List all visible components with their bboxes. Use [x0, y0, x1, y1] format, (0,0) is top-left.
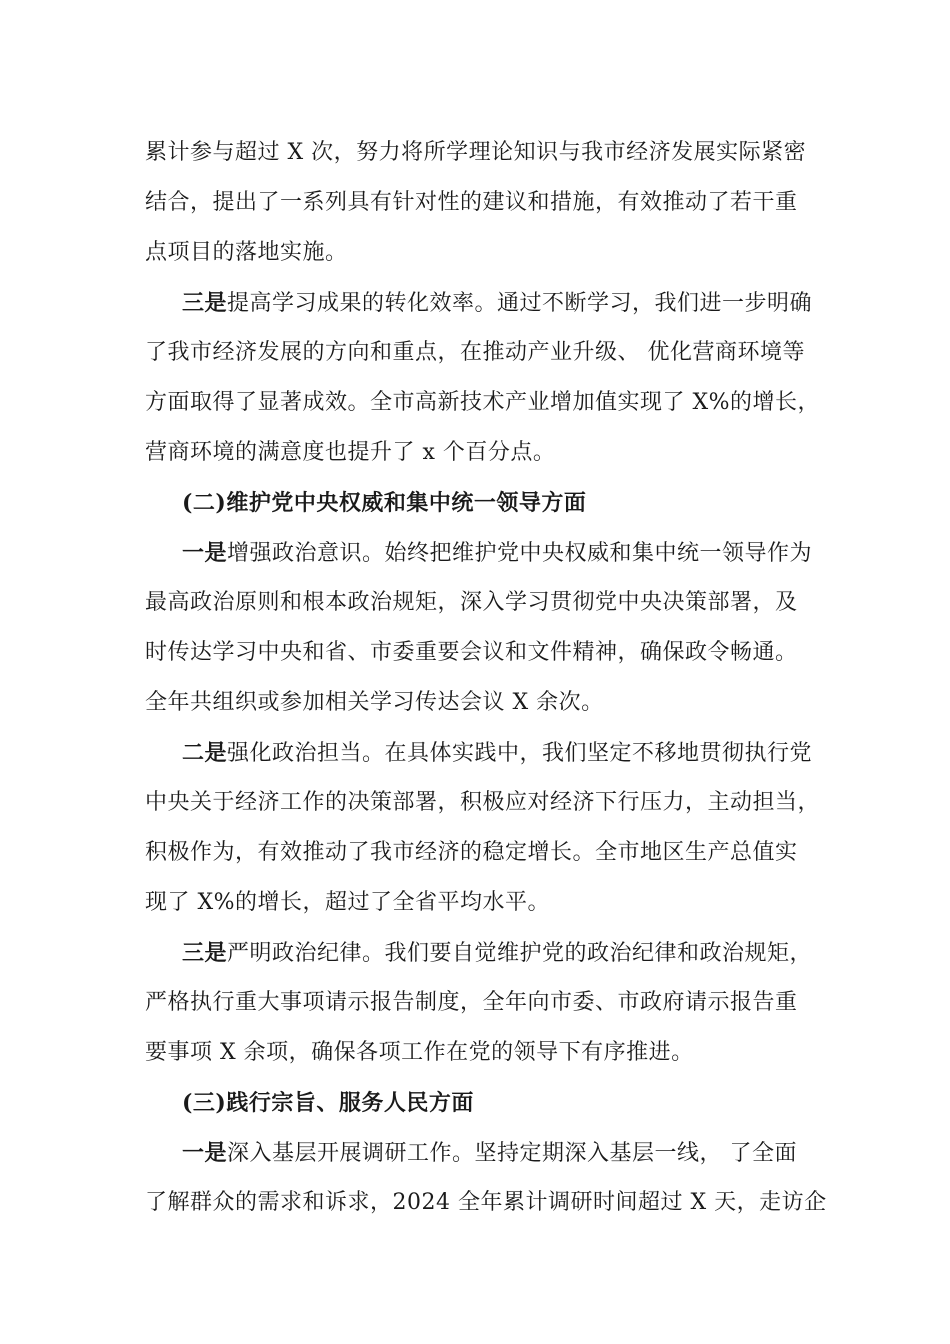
text-line: 积极作为，有效推动了我市经济的稳定增长。全市地区生产总值实 [145, 840, 798, 865]
text-line: 营商环境的满意度也提升了 x 个百分点。 [145, 440, 556, 465]
paragraph-first-line [145, 278, 825, 328]
paragraph-lead: 三是 [182, 940, 228, 966]
paragraph-lead: 一是 [182, 1140, 228, 1166]
text-run: 提高学习成果的转化效率。通过不断学习，我们进一步明确 [227, 291, 813, 316]
text-line: 点项目的落地实施。 [145, 240, 348, 265]
paragraph-first-line [145, 928, 825, 978]
text-line: 累计参与超过 X 次，努力将所学理论知识与我市经济发展实际紧密 [145, 140, 807, 165]
text-line: 方面取得了显著成效。全市高新技术产业增加值实现了 X%的增长， [145, 390, 821, 415]
paragraph-first-line [145, 728, 825, 778]
text-line: 中央关于经济工作的决策部署，积极应对经济下行压力，主动担当， [145, 790, 821, 815]
text-line: 现了 X%的增长，超过了全省平均水平。 [145, 890, 551, 915]
text-line: 了解群众的需求和诉求，2024 全年累计调研时间超过 X 天，走访企 [145, 1190, 827, 1215]
text-line: 严格执行重大事项请示报告制度，全年向市委、市政府请示报告重 [145, 990, 798, 1015]
text-run: 严明政治纪律。我们要自觉维护党的政治纪律和政治规矩， [227, 941, 813, 966]
paragraph-lead: 一是 [182, 540, 228, 566]
section-heading: (三)践行宗旨、服务人民方面 [182, 1090, 474, 1116]
text-line: 全年共组织或参加相关学习传达会议 X 余次。 [145, 690, 604, 715]
text-run: 增强政治意识。始终把维护党中央权威和集中统一领导作为 [227, 541, 813, 566]
text-line: 结合，提出了一系列具有针对性的建议和措施，有效推动了若干重 [145, 190, 798, 215]
text-line: 要事项 X 余项，确保各项工作在党的领导下有序推进。 [145, 1040, 694, 1065]
text-line: 时传达学习中央和省、市委重要会议和文件精神，确保政令畅通。 [145, 640, 798, 665]
text-run: 深入基层开展调研工作。坚持定期深入基层一线， 了全面 [227, 1141, 798, 1166]
text-run: 强化政治担当。在具体实践中，我们坚定不移地贯彻执行党 [227, 741, 813, 766]
paragraph-lead: 三是 [182, 290, 228, 316]
section-heading: (二)维护党中央权威和集中统一领导方面 [182, 490, 587, 516]
text-line: 最高政治原则和根本政治规矩，深入学习贯彻党中央决策部署，及 [145, 590, 798, 615]
paragraph-lead: 二是 [182, 740, 228, 766]
text-line: 了我市经济发展的方向和重点，在推动产业升级、 优化营商环境等 [145, 340, 805, 365]
paragraph-first-line [145, 1128, 825, 1178]
paragraph-first-line [145, 528, 825, 578]
document-body [145, 128, 825, 1228]
